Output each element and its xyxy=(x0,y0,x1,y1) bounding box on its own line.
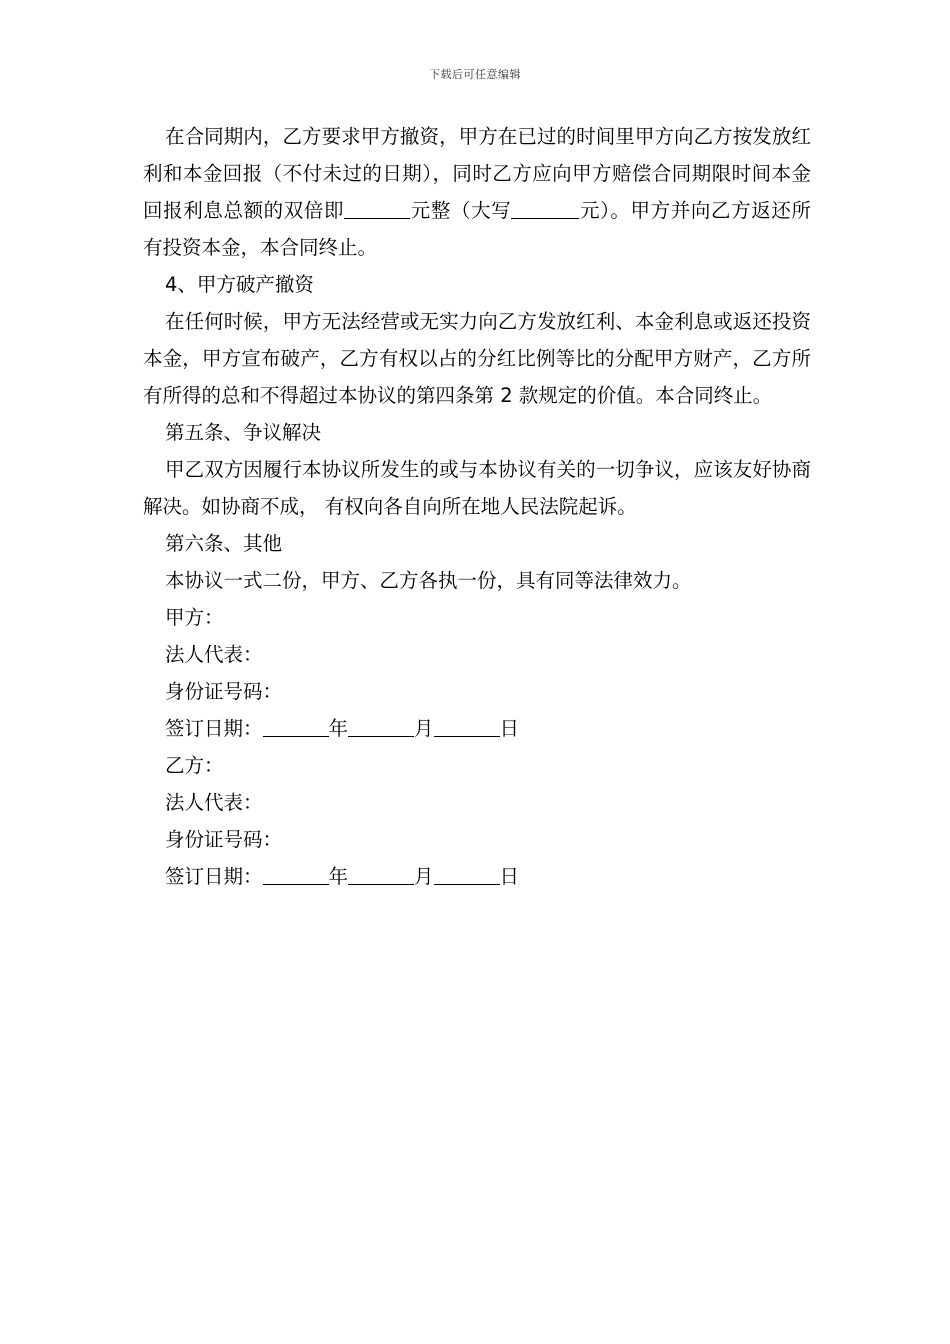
party-a-representative: 法人代表： xyxy=(165,643,263,666)
party-a-sign-date xyxy=(143,710,811,747)
month-blank xyxy=(348,717,414,738)
paragraph-text: 元）。甲方并向乙方返还所有投资本金，本合同终止。 xyxy=(143,199,811,259)
day-blank xyxy=(434,865,500,886)
heading-article-5: 第五条、争议解决 xyxy=(165,421,322,444)
party-a-label: 甲方： xyxy=(165,606,224,629)
paragraph-bankruptcy: 在任何时候，甲方无法经营或无实力向乙方发放红利、本金利息或返还投资本金，甲方宣布破产，乙方有权以占的分红比例等比的分配甲方财产，乙方所有所得的总和不得超过本协议的第四条第 2 款规定的价值。本合同终止。 xyxy=(143,310,811,407)
year-label: 年 xyxy=(328,865,349,888)
party-b-sign-date xyxy=(143,858,811,895)
paragraph-text: 在合同期内，乙方要求甲方撤资，甲方在已过的时间里甲方向乙方按发放红利和本金回报（不付未过的日期），同时乙方应向甲方赔偿合同期限时间本金回报利息总额的双倍即 xyxy=(143,125,811,222)
amount-words-blank xyxy=(511,199,545,220)
party-b-label: 乙方： xyxy=(165,754,224,777)
month-blank xyxy=(348,865,414,886)
amount-blank xyxy=(344,199,410,220)
party-b-id-number: 身份证号码： xyxy=(165,828,283,851)
year-blank xyxy=(263,717,329,738)
heading-bankruptcy: 4、甲方破产撤资 xyxy=(165,273,314,296)
year-label: 年 xyxy=(328,717,349,740)
paragraph-text: 元整（大写 xyxy=(410,199,512,222)
day-label: 日 xyxy=(499,717,520,740)
page-header: 下载后可任意编辑 xyxy=(429,68,521,81)
amount-words-blank-cont xyxy=(545,199,579,220)
party-b-representative: 法人代表： xyxy=(165,791,263,814)
year-blank xyxy=(263,865,329,886)
paragraph-withdrawal xyxy=(143,118,811,266)
day-blank xyxy=(434,717,500,738)
document-body xyxy=(143,118,811,895)
paragraph-dispute: 甲乙双方因履行本协议所发生的或与本协议有关的一切争议，应该友好协商解决。如协商不成， 有权向各自向所在地人民法院起诉。 xyxy=(143,458,811,518)
party-a-id-number: 身份证号码： xyxy=(165,680,283,703)
day-label: 日 xyxy=(499,865,520,888)
month-label: 月 xyxy=(414,717,434,740)
paragraph-copies: 本协议一式二份，甲方、乙方各执一份，具有同等法律效力。 xyxy=(165,569,692,592)
date-label: 签订日期： xyxy=(165,717,263,740)
month-label: 月 xyxy=(414,865,434,888)
date-label: 签订日期： xyxy=(165,865,263,888)
heading-article-6: 第六条、其他 xyxy=(165,532,283,555)
